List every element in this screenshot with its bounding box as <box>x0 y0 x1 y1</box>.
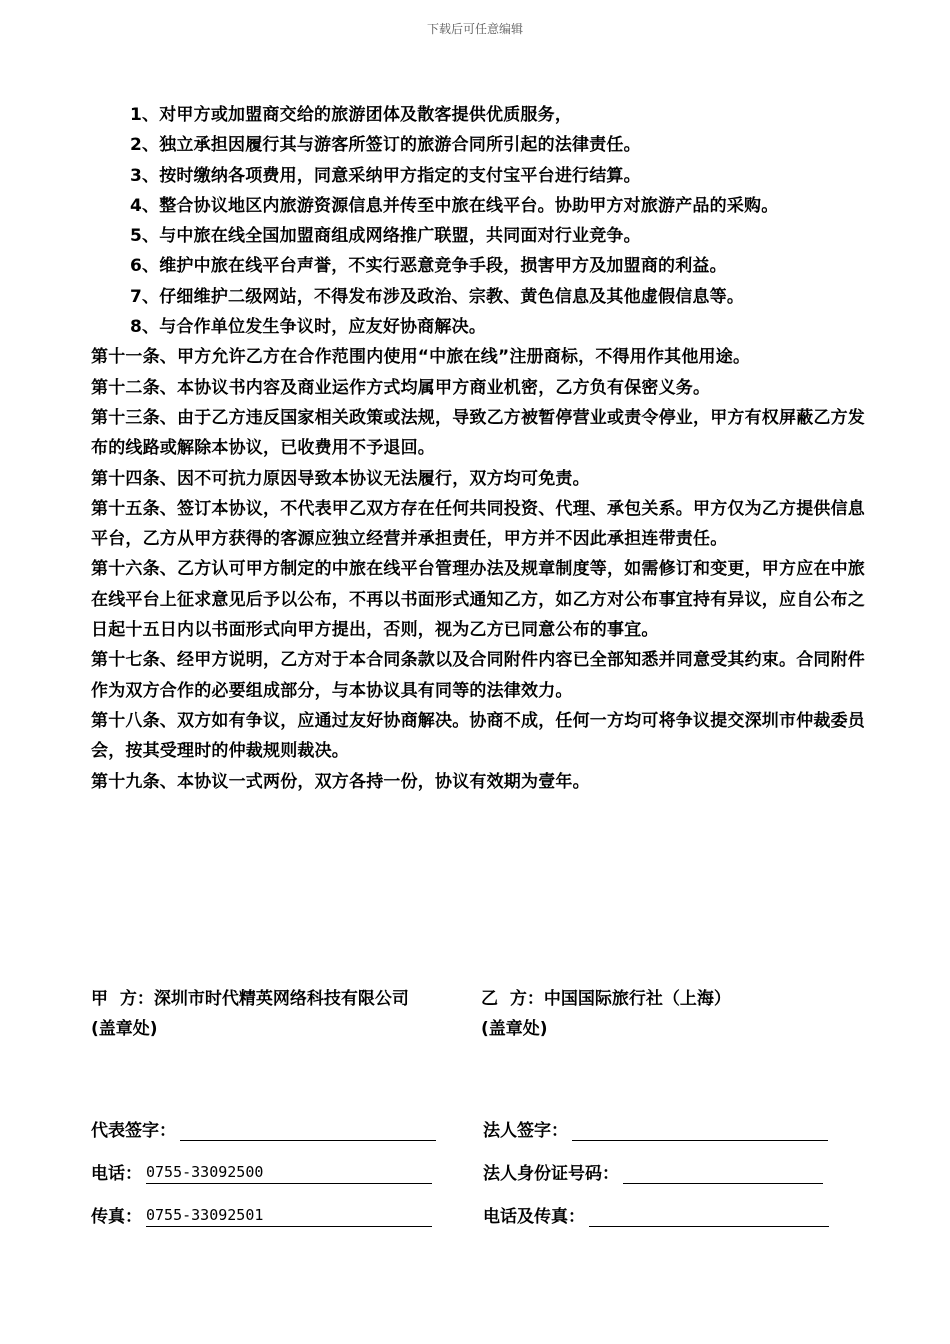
party-b-name: 乙 方：中国国际旅行社（上海） <box>481 989 731 1009</box>
phone-label: 电话： <box>91 1164 142 1184</box>
party-block <box>91 984 871 1054</box>
contract-body <box>91 100 866 797</box>
id-field <box>483 1156 823 1184</box>
phone-fax-field <box>483 1199 829 1227</box>
clause-18: 第十八条、双方如有争议，应通过友好协商解决。协商不成，任何一方均可将争议提交深圳市仲裁委员会，按其受理时的仲裁规则裁决。 <box>91 710 865 762</box>
clause-14: 第十四条、因不可抗力原因导致本协议无法履行，双方均可免责。 <box>91 468 590 489</box>
obligation-item: 7、仔细维护二级网站，不得发布涉及政治、宗教、黄色信息及其他虚假信息等。 <box>130 286 745 307</box>
fax-value[interactable]: 0755-33092501 <box>146 1204 432 1227</box>
clause-16: 第十六条、乙方认可甲方制定的中旅在线平台管理办法及规章制度等，如需修订和变更，甲方应在中旅在线平台上征求意见后予以公布，不再以书面形式通知乙方，如乙方对公布事宜持有异议，应自公布之日起十五日内以书面形式向甲方提出，否则，视为乙方已同意公布的事宜。 <box>91 559 865 641</box>
clause-19: 第十九条、本协议一式两份，双方各持一份，协议有效期为壹年。 <box>91 771 590 792</box>
rep-sign-label: 代表签字： <box>91 1121 176 1141</box>
phone-fax-value[interactable] <box>589 1204 829 1227</box>
id-label: 法人身份证号码： <box>483 1164 619 1184</box>
legal-sign-label: 法人签字： <box>483 1121 568 1141</box>
phone-field <box>91 1156 432 1184</box>
fax-field <box>91 1199 432 1227</box>
clause-11: 第十一条、甲方允许乙方在合作范围内使用“中旅在线”注册商标，不得用作其他用途。 <box>91 347 751 368</box>
party-a-seal: (盖章处) <box>91 1019 158 1039</box>
party-a-block <box>91 984 409 1044</box>
fax-label: 传真： <box>91 1207 142 1227</box>
rep-sign-field <box>91 1113 436 1141</box>
clause-13: 第十三条、由于乙方违反国家相关政策或法规，导致乙方被暂停营业或责令停业，甲方有权屏蔽乙方发布的线路或解除本协议，已收费用不予退回。 <box>91 407 865 459</box>
rep-sign-line[interactable] <box>180 1118 436 1141</box>
obligation-item: 2、独立承担因履行其与游客所签订的旅游合同所引起的法律责任。 <box>130 135 641 156</box>
signature-row <box>91 1113 871 1143</box>
obligation-item: 3、按时缴纳各项费用，同意采纳甲方指定的支付宝平台进行结算。 <box>130 165 641 186</box>
clause-12: 第十二条、本协议书内容及商业运作方式均属甲方商业机密，乙方负有保密义务。 <box>91 377 711 398</box>
clause-17: 第十七条、经甲方说明，乙方对于本合同条款以及合同附件内容已全部知悉并同意受其约束。合同附件作为双方合作的必要组成部分，与本协议具有同等的法律效力。 <box>91 650 865 701</box>
obligation-item: 1、对甲方或加盟商交给的旅游团体及散客提供优质服务， <box>130 105 573 125</box>
obligation-item: 6、维护中旅在线平台声誉，不实行恶意竞争手段，损害甲方及加盟商的利益。 <box>130 256 727 277</box>
id-value[interactable] <box>623 1161 823 1184</box>
obligation-item: 5、与中旅在线全国加盟商组成网络推广联盟，共同面对行业竞争。 <box>130 226 641 247</box>
fax-row <box>91 1199 871 1229</box>
clause-15: 第十五条、签订本协议，不代表甲乙双方存在任何共同投资、代理、承包关系。甲方仅为乙方提供信息平台，乙方从甲方获得的客源应独立经营并承担责任，甲方并不因此承担连带责任。 <box>91 498 865 550</box>
party-b-seal: (盖章处) <box>481 1019 548 1039</box>
page-header: 下载后可任意编辑 <box>426 22 523 36</box>
party-b-block <box>481 984 731 1044</box>
party-a-name: 甲 方：深圳市时代精英网络科技有限公司 <box>91 989 409 1009</box>
phone-value[interactable]: 0755-33092500 <box>146 1161 432 1184</box>
phone-row <box>91 1156 871 1186</box>
legal-sign-field <box>483 1113 828 1141</box>
legal-sign-line[interactable] <box>572 1118 828 1141</box>
obligation-item: 4、整合协议地区内旅游资源信息并传至中旅在线平台。协助甲方对旅游产品的采购。 <box>130 195 779 216</box>
obligation-item: 8、与合作单位发生争议时，应友好协商解决。 <box>130 317 487 338</box>
phone-fax-label: 电话及传真： <box>483 1207 585 1227</box>
